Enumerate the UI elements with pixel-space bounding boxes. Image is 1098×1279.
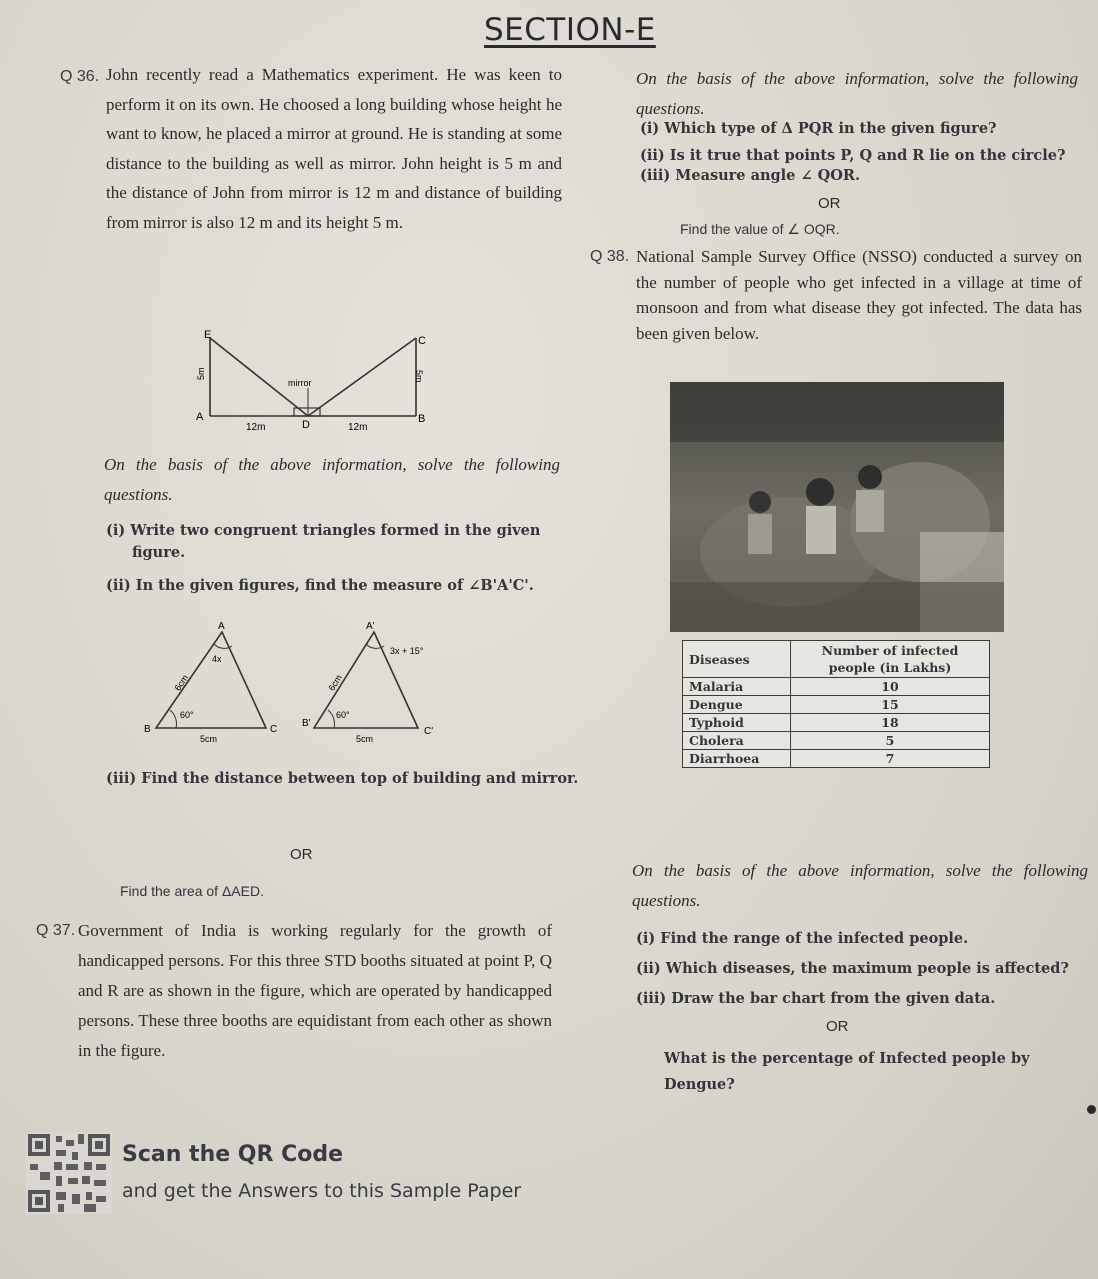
q37-sub-ii: (ii) Is it true that points P, Q and R lie on the circle? (640, 147, 1066, 164)
q37-intro: Government of India is working regularly for the growth of handicapped persons. For this three STD booths situated at point P, Q and R are as shown in the figure, which are operated by handicapped persons. These three booths are equidistant from each other as shown in the figure. (78, 921, 552, 1060)
svg-text:5cm: 5cm (200, 734, 218, 744)
section-title: SECTION-E (484, 12, 656, 48)
label-e: E (204, 329, 212, 341)
q38-intro: National Sample Survey Office (NSSO) conducted a survey on the number of people who get infected in a village at time of monsoon and from what disease they got infected. The data has been given below. (636, 247, 1082, 343)
bullet-dot (1087, 1105, 1096, 1114)
q37-number: Q 37. (36, 922, 76, 939)
triangle-abc-prime (300, 618, 460, 746)
label-a: A (196, 411, 204, 423)
q36-alt: Find the area of ΔAED. (120, 883, 264, 899)
svg-text:C: C (270, 724, 278, 735)
svg-text:5cm: 5cm (356, 734, 374, 744)
qr-code (26, 1132, 112, 1214)
q38-number: Q 38. (590, 248, 630, 265)
table-header-infected: Number of infected people (in Lakhs) (791, 641, 990, 678)
q38-or: OR (826, 1018, 849, 1035)
q38-basis: On the basis of the above information, solve the following questions. (632, 861, 1088, 910)
q38-sub-iii: (iii) Draw the bar chart from the given data. (636, 990, 996, 1007)
q37-sub-iii: (iii) Measure angle ∠ QOR. (640, 167, 860, 184)
q36-sub-iii: (iii) Find the distance between top of building and mirror. (106, 770, 579, 787)
q36-or: OR (290, 846, 313, 863)
table-row: Malaria 10 (683, 678, 990, 696)
svg-text:60°: 60° (180, 710, 194, 720)
q37-basis: On the basis of the above information, solve the following questions. (636, 69, 1078, 118)
q36-intro: John recently read a Mathematics experiment. He was keen to perform it on its own. He choosed a long building whose height he want to know, he placed a mirror at ground. He is standing at some distance to the building as well as mirror. John height is 5 m and the distance of John from mirror is 12 m and distance of building from mirror is also 12 m and its height 5 m. (106, 65, 562, 232)
q38-sub-ii: (ii) Which diseases, the maximum people is affected? (636, 960, 1069, 977)
table-row: Dengue 15 (683, 696, 990, 714)
svg-text:3x + 15°: 3x + 15° (390, 646, 424, 656)
svg-text:6cm: 6cm (326, 672, 344, 693)
svg-text:A: A (218, 621, 225, 632)
label-b: B (418, 413, 426, 425)
triangle-abc (142, 618, 292, 746)
q36-sub-i: (i) Write two congruent triangles formed in the given figure. (106, 522, 541, 561)
svg-text:6cm: 6cm (172, 672, 191, 693)
label-right-dist: 12m (348, 422, 368, 433)
mirror-figure (190, 328, 430, 438)
q38-sub-i: (i) Find the range of the infected people. (636, 930, 969, 947)
q36-sub-ii: (ii) In the given figures, find the measure of ∠B'A'C'. (106, 577, 534, 594)
q38-alt: What is the percentage of Infected people by Dengue? (664, 1050, 1030, 1093)
table-header-diseases: Diseases (683, 641, 791, 678)
svg-text:60°: 60° (336, 710, 350, 720)
q37-alt: Find the value of ∠ OQR. (680, 221, 840, 237)
label-left-dist: 12m (246, 422, 266, 433)
q37-or: OR (818, 195, 841, 212)
label-c: C (418, 335, 426, 347)
label-right-height: 5m (414, 370, 424, 383)
svg-text:B': B' (302, 718, 311, 729)
village-photo (670, 382, 1004, 632)
q37-sub-i: (i) Which type of Δ PQR in the given figure? (640, 120, 997, 137)
disease-table (682, 640, 990, 768)
svg-text:4x: 4x (212, 654, 222, 664)
svg-text:B: B (144, 724, 151, 735)
qr-title: Scan the QR Code (122, 1142, 344, 1167)
label-mirror: mirror (288, 378, 312, 388)
svg-text:C': C' (424, 726, 434, 737)
label-left-height: 5m (196, 367, 206, 380)
table-row: Typhoid 18 (683, 714, 990, 732)
table-row: Cholera 5 (683, 732, 990, 750)
svg-text:A': A' (366, 621, 375, 632)
label-d: D (302, 419, 310, 431)
q36-basis: On the basis of the above information, solve the following questions. (104, 455, 560, 504)
qr-subtitle: and get the Answers to this Sample Paper (122, 1180, 522, 1202)
table-row: Diarrhoea 7 (683, 750, 990, 768)
q36-number: Q 36. (60, 68, 100, 85)
